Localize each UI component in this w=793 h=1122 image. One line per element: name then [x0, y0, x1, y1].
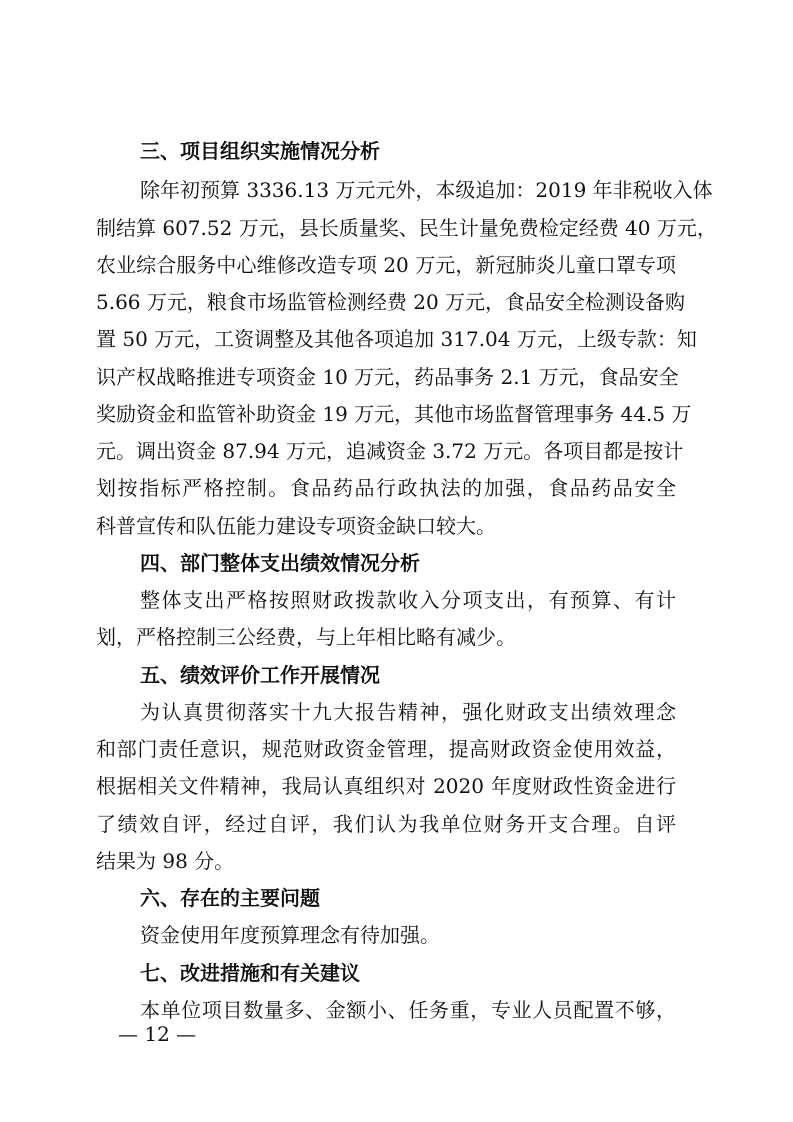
paragraph-line: 置 50 万元，工资调整及其他各项追加 317.04 万元，上级专款：知 — [96, 327, 697, 351]
paragraph-line: 划按指标严格控制。食品药品行政执法的加强，食品药品安全 — [96, 476, 676, 500]
paragraph-line: 元。调出资金 87.94 万元，追减资金 3.72 万元。各项目都是按计 — [96, 439, 684, 463]
paragraph-line: 结果为 98 分。 — [96, 849, 235, 873]
paragraph-line: 根据相关文件精神，我局认真组织对 2020 年度财政性资金进行 — [96, 774, 676, 798]
section-heading-4: 四、部门整体支出绩效情况分析 — [140, 551, 420, 575]
paragraph-line: 为认真贯彻落实十九大报告精神，强化财政支出绩效理念 — [140, 700, 676, 724]
section-heading-6: 六、存在的主要问题 — [140, 886, 320, 910]
paragraph-line: 5.66 万元，粮食市场监管检测经费 20 万元，食品安全检测设备购 — [96, 290, 686, 314]
paragraph-line: 奖励资金和监管补助资金 19 万元，其他市场监督管理事务 44.5 万 — [96, 402, 692, 426]
paragraph-line: 农业综合服务中心维修改造专项 20 万元，新冠肺炎儿童口罩专项 — [96, 253, 676, 277]
section-heading-7: 七、改进措施和有关建议 — [140, 961, 360, 985]
paragraph-line: 识产权战略推进专项资金 10 万元，药品事务 2.1 万元，食品安全 — [96, 365, 679, 389]
paragraph-line: 除年初预算 3336.13 万元元外，本级追加：2019 年非税收入体 — [140, 178, 713, 202]
section-heading-3: 三、项目组织实施情况分析 — [140, 139, 380, 163]
paragraph-line: 整体支出严格按照财政拨款收入分项支出，有预算、有计 — [140, 588, 676, 612]
page-number: — 12 — — [118, 1022, 197, 1046]
paragraph-line: 制结算 607.52 万元，县长质量奖、民生计量免费检定经费 40 万元， — [96, 216, 717, 240]
paragraph-line: 和部门责任意识，规范财政资金管理，提高财政资金使用效益， — [96, 737, 676, 761]
paragraph-line: 了绩效自评，经过自评，我们认为我单位财务开支合理。自评 — [96, 812, 676, 836]
paragraph-line: 资金使用年度预算理念有待加强。 — [140, 923, 440, 947]
paragraph-line: 本单位项目数量多、金额小、任务重，专业人员配置不够， — [140, 998, 676, 1022]
paragraph-line: 划，严格控制三公经费，与上年相比略有减少。 — [96, 625, 516, 649]
paragraph-line: 科普宣传和队伍能力建设专项资金缺口较大。 — [96, 514, 496, 538]
section-heading-5: 五、绩效评价工作开展情况 — [140, 663, 380, 687]
